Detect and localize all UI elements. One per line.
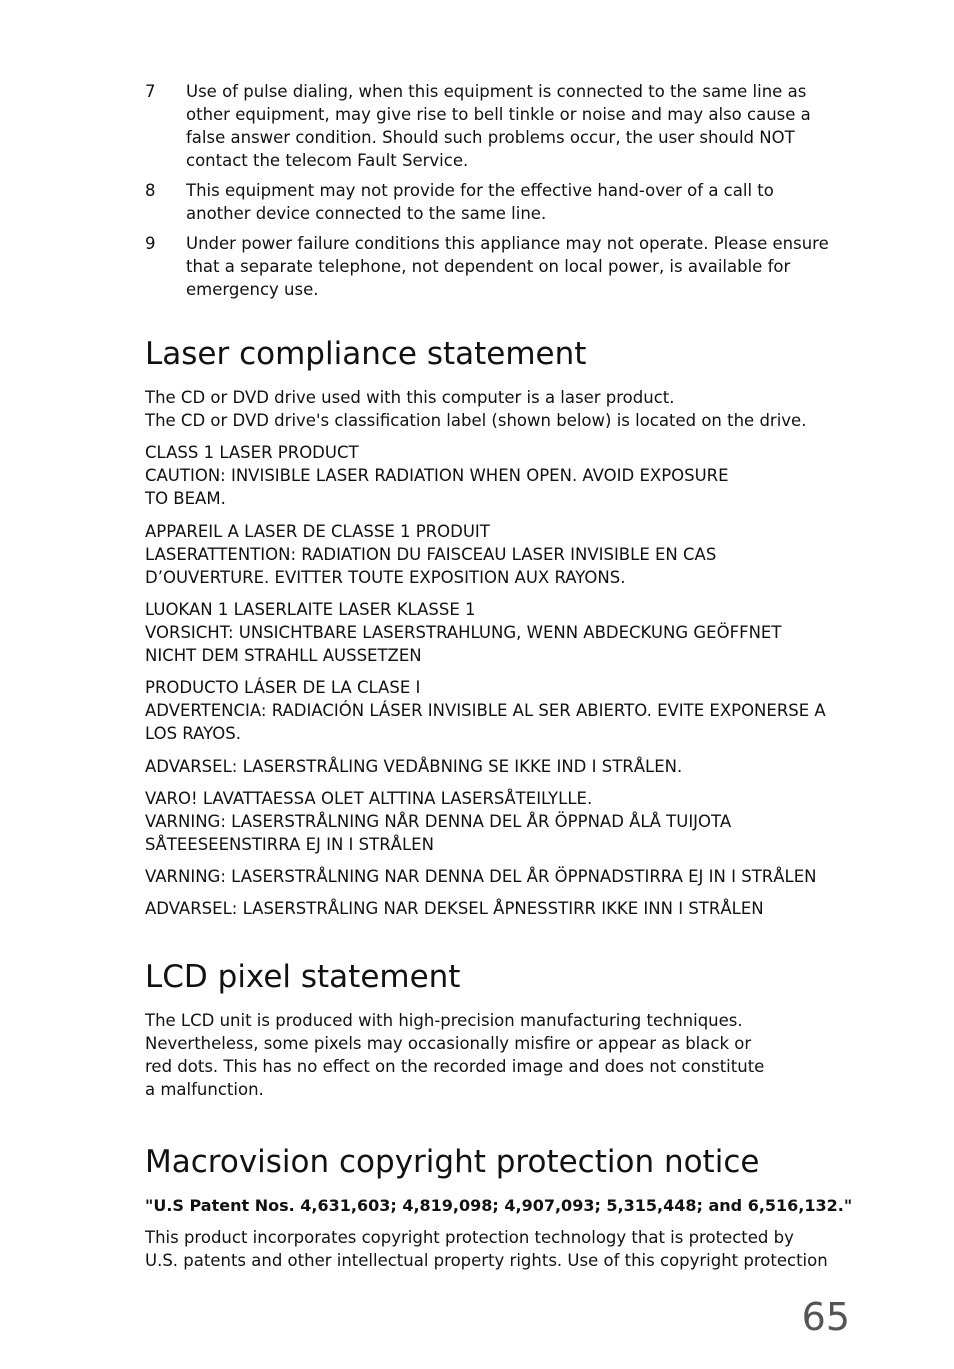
text-line: LUOKAN 1 LASERLAITE LASER KLASSE 1	[145, 600, 476, 619]
text-line: another device connected to the same line.	[186, 204, 547, 223]
lcd-heading: LCD pixel statement	[145, 959, 461, 995]
list-item-number: 8	[145, 181, 156, 200]
telecom-notes-list	[145, 80, 855, 301]
text-line: Use of pulse dialing, when this equipment is connected to the same line as	[186, 82, 807, 101]
laser-heading: Laser compliance statement	[145, 336, 587, 372]
laser-paragraph	[145, 787, 855, 856]
text-line: APPAREIL A LASER DE CLASSE 1 PRODUIT	[145, 522, 490, 541]
text-line: Under power failure conditions this appliance may not operate. Please ensure	[186, 234, 829, 253]
laser-paragraph	[145, 865, 855, 888]
text-line: that a separate telephone, not dependent on local power, is available for	[186, 257, 791, 276]
text-line: red dots. This has no effect on the recorded image and does not constitute	[145, 1057, 765, 1076]
laser-paragraph	[145, 598, 855, 667]
text-line: Nevertheless, some pixels may occasionally misfire or appear as black or	[145, 1034, 752, 1053]
list-item-text	[186, 179, 855, 225]
page-number: 65	[801, 1295, 850, 1339]
list-item	[145, 179, 855, 225]
text-line: false answer condition. Should such problems occur, the user should NOT	[186, 128, 795, 147]
text-line: The LCD unit is produced with high-precision manufacturing techniques.	[145, 1011, 743, 1030]
laser-paragraph	[145, 386, 855, 432]
text-line: VARO! LAVATTAESSA OLET ALTTINA LASERSÅTEILYLLE.	[145, 789, 593, 808]
text-line: other equipment, may give rise to bell tinkle or noise and may also cause a	[186, 105, 811, 124]
text-line: contact the telecom Fault Service.	[186, 151, 469, 170]
text-line: U.S. patents and other intellectual property rights. Use of this copyright protection	[145, 1251, 828, 1270]
text-line: VARNING: LASERSTRÅLNING NAR DENNA DEL ÅR ÖPPNADSTIRRA EJ IN I STRÅLEN	[145, 867, 817, 886]
text-line: The CD or DVD drive's classification label (shown below) is located on the drive.	[145, 411, 807, 430]
text-line: This equipment may not provide for the effective hand-over of a call to	[186, 181, 774, 200]
laser-section	[145, 386, 855, 920]
laser-paragraph	[145, 755, 855, 778]
list-item	[145, 80, 855, 172]
list-item-number: 9	[145, 234, 156, 253]
page-content	[145, 80, 855, 1272]
text-line: VARNING: LASERSTRÅLNING NÅR DENNA DEL ÅR ÖPPNAD ÅLÅ TUIJOTA	[145, 812, 732, 831]
text-line: D’OUVERTURE. EVITTER TOUTE EXPOSITION AUX RAYONS.	[145, 568, 626, 587]
macrovision-paragraph	[145, 1226, 855, 1272]
text-line: SÅTEESEENSTIRRA EJ IN I STRÅLEN	[145, 835, 434, 854]
laser-paragraph	[145, 520, 855, 589]
text-line: LOS RAYOS.	[145, 724, 241, 743]
text-line: ADVARSEL: LASERSTRÅLING NAR DEKSEL ÅPNESSTIRR IKKE INN I STRÅLEN	[145, 899, 764, 918]
text-line: TO BEAM.	[145, 489, 226, 508]
text-line: PRODUCTO LÁSER DE LA CLASE I	[145, 678, 421, 697]
text-line: ADVARSEL: LASERSTRÅLING VEDÅBNING SE IKKE IND I STRÅLEN.	[145, 757, 683, 776]
list-item	[145, 232, 855, 301]
laser-paragraph	[145, 441, 855, 510]
text-line: VORSICHT: UNSICHTBARE LASERSTRAHLUNG, WENN ABDECKUNG GEÖFFNET	[145, 623, 782, 642]
text-line: CLASS 1 LASER PRODUCT	[145, 443, 359, 462]
laser-paragraph	[145, 897, 855, 920]
text-line: This product incorporates copyright protection technology that is protected by	[145, 1228, 794, 1247]
text-line: NICHT DEM STRAHLL AUSSETZEN	[145, 646, 422, 665]
text-line: CAUTION: INVISIBLE LASER RADIATION WHEN OPEN. AVOID EXPOSURE	[145, 466, 729, 485]
list-item-text	[186, 80, 855, 172]
list-item-number: 7	[145, 82, 156, 101]
laser-paragraph	[145, 676, 855, 745]
patent-numbers: "U.S Patent Nos. 4,631,603; 4,819,098; 4,907,093; 5,315,448; and 6,516,132."	[145, 1196, 853, 1215]
text-line: The CD or DVD drive used with this computer is a laser product.	[145, 388, 675, 407]
text-line: emergency use.	[186, 280, 319, 299]
text-line: a malfunction.	[145, 1080, 264, 1099]
text-line: LASERATTENTION: RADIATION DU FAISCEAU LASER INVISIBLE EN CAS	[145, 545, 717, 564]
text-line: ADVERTENCIA: RADIACIÓN LÁSER INVISIBLE AL SER ABIERTO. EVITE EXPONERSE A	[145, 701, 826, 720]
list-item-text	[186, 232, 855, 301]
macrovision-heading: Macrovision copyright protection notice	[145, 1144, 760, 1180]
lcd-paragraph	[145, 1009, 855, 1101]
